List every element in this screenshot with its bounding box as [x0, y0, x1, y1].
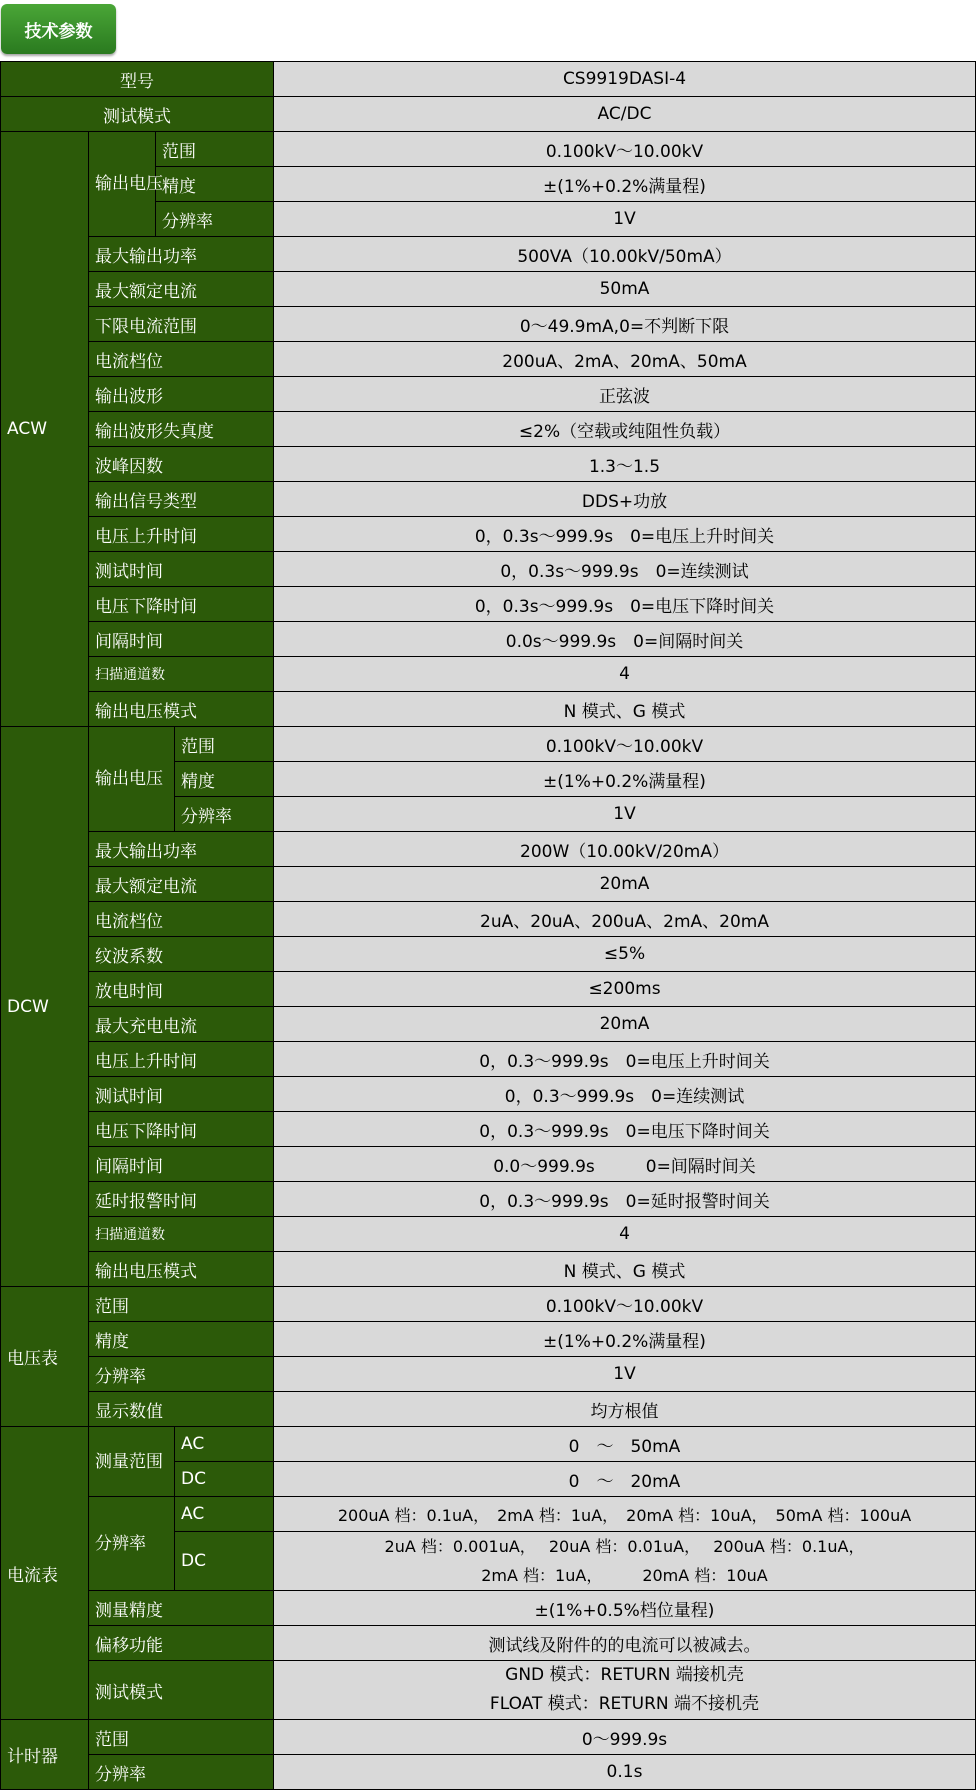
dcw-discharge-value: ≤200ms	[274, 972, 976, 1007]
acw-fall-time-label: 电压下降时间	[89, 587, 274, 622]
ammeter-accuracy-label: 测量精度	[89, 1591, 274, 1626]
acw-voltage-mode-value: N 模式、G 模式	[274, 692, 976, 727]
ammeter-group-label: 电流表	[1, 1427, 89, 1720]
table-row	[1, 517, 976, 552]
ammeter-test-mode-value	[274, 1661, 976, 1720]
acw-resolution-label: 分辨率	[156, 202, 274, 237]
ammeter-offset-value: 测试线及附件的的电流可以被减去。	[274, 1626, 976, 1661]
dcw-alarm-delay-value: 0，0.3～999.9s 0=延时报警时间关	[274, 1182, 976, 1217]
table-row	[1, 1755, 976, 1790]
ammeter-measure-range-label: 测量范围	[89, 1427, 175, 1497]
ammeter-ac-resolution-value: 200uA 档：0.1uA， 2mA 档：1uA， 20mA 档：10uA， 50mA 档：100uA	[274, 1497, 976, 1532]
table-row	[1, 692, 976, 727]
acw-range-label: 范围	[156, 132, 274, 167]
dcw-accuracy-label: 精度	[175, 762, 274, 797]
dcw-voltage-mode-label: 输出电压模式	[89, 1252, 274, 1287]
voltmeter-display-value: 均方根值	[274, 1392, 976, 1427]
model-value: CS9919DASI-4	[274, 62, 976, 97]
table-row	[1, 342, 976, 377]
ammeter-res-dc-label: DC	[175, 1532, 274, 1591]
table-row	[1, 1661, 976, 1720]
voltmeter-range-value: 0.100kV～10.00kV	[274, 1287, 976, 1322]
dcw-test-time-label: 测试时间	[89, 1077, 274, 1112]
voltmeter-accuracy-value: ±(1%+0.2%满量程)	[274, 1322, 976, 1357]
table-row	[1, 937, 976, 972]
table-row	[1, 552, 976, 587]
table-row	[1, 1287, 976, 1322]
acw-group-label: ACW	[1, 132, 89, 727]
dcw-charge-current-label: 最大充电电流	[89, 1007, 274, 1042]
acw-range-value: 0.100kV～10.00kV	[274, 132, 976, 167]
table-row	[1, 1720, 976, 1755]
dcw-rise-time-value: 0，0.3～999.9s 0=电压上升时间关	[274, 1042, 976, 1077]
acw-max-current-value: 50mA	[274, 272, 976, 307]
dcw-group-label: DCW	[1, 727, 89, 1287]
ammeter-offset-label: 偏移功能	[89, 1626, 274, 1661]
ammeter-test-mode-line2: FLOAT 模式：RETURN 端不接机壳	[489, 1694, 760, 1714]
table-row	[1, 1591, 976, 1626]
ammeter-test-mode-label: 测试模式	[89, 1661, 274, 1720]
dcw-ripple-label: 纹波系数	[89, 937, 274, 972]
acw-max-power-label: 最大输出功率	[89, 237, 274, 272]
dcw-current-range-label: 电流档位	[89, 902, 274, 937]
ammeter-dc-range-value: 0 ～ 20mA	[274, 1462, 976, 1497]
timer-resolution-value: 0.1s	[274, 1755, 976, 1790]
table-row	[1, 902, 976, 937]
dcw-voltage-mode-value: N 模式、G 模式	[274, 1252, 976, 1287]
table-row	[1, 727, 976, 762]
dcw-charge-current-value: 20mA	[274, 1007, 976, 1042]
acw-waveform-label: 输出波形	[89, 377, 274, 412]
acw-interval-label: 间隔时间	[89, 622, 274, 657]
voltmeter-resolution-label: 分辨率	[89, 1357, 274, 1392]
table-row	[1, 1427, 976, 1462]
ammeter-ac-label: AC	[175, 1427, 274, 1462]
dcw-max-power-label: 最大输出功率	[89, 832, 274, 867]
test-mode-value: AC/DC	[274, 97, 976, 132]
dcw-interval-value: 0.0～999.9s 0=间隔时间关	[274, 1147, 976, 1182]
table-row	[1, 377, 976, 412]
timer-range-label: 范围	[89, 1720, 274, 1755]
acw-test-time-value: 0，0.3s～999.9s 0=连续测试	[274, 552, 976, 587]
acw-accuracy-value: ±(1%+0.2%满量程)	[274, 167, 976, 202]
table-row	[1, 1217, 976, 1252]
table-row	[1, 237, 976, 272]
acw-fall-time-value: 0，0.3s～999.9s 0=电压下降时间关	[274, 587, 976, 622]
table-row	[1, 1357, 976, 1392]
dcw-fall-time-value: 0，0.3～999.9s 0=电压下降时间关	[274, 1112, 976, 1147]
voltmeter-group-label: 电压表	[1, 1287, 89, 1427]
dcw-resolution-label: 分辨率	[175, 797, 274, 832]
acw-lower-limit-label: 下限电流范围	[89, 307, 274, 342]
table-row	[1, 272, 976, 307]
dcw-resolution-value: 1V	[274, 797, 976, 832]
acw-distortion-value: ≤2%（空载或纯阻性负载）	[274, 412, 976, 447]
dcw-max-current-label: 最大额定电流	[89, 867, 274, 902]
table-row	[1, 307, 976, 342]
ammeter-dc-resolution-line2: 2mA 档：1uA， 20mA 档：10uA	[481, 1566, 960, 1585]
dcw-alarm-delay-label: 延时报警时间	[89, 1182, 274, 1217]
dcw-accuracy-value: ±(1%+0.2%满量程)	[274, 762, 976, 797]
dcw-range-label: 范围	[175, 727, 274, 762]
acw-lower-limit-value: 0～49.9mA,0=不判断下限	[274, 307, 976, 342]
voltmeter-resolution-value: 1V	[274, 1357, 976, 1392]
acw-waveform-value: 正弦波	[274, 377, 976, 412]
test-mode-label: 测试模式	[1, 97, 274, 132]
dcw-output-voltage-label: 输出电压	[89, 727, 175, 832]
acw-interval-value: 0.0s～999.9s 0=间隔时间关	[274, 622, 976, 657]
timer-resolution-label: 分辨率	[89, 1755, 274, 1790]
dcw-range-value: 0.100kV～10.00kV	[274, 727, 976, 762]
ammeter-dc-label: DC	[175, 1462, 274, 1497]
acw-rise-time-label: 电压上升时间	[89, 517, 274, 552]
acw-crest-value: 1.3～1.5	[274, 447, 976, 482]
table-row	[1, 1077, 976, 1112]
table-row	[1, 447, 976, 482]
voltmeter-range-label: 范围	[89, 1287, 274, 1322]
dcw-max-power-value: 200W（10.00kV/20mA）	[274, 832, 976, 867]
dcw-test-time-value: 0，0.3～999.9s 0=连续测试	[274, 1077, 976, 1112]
ammeter-dc-resolution-value	[274, 1532, 976, 1591]
dcw-rise-time-label: 电压上升时间	[89, 1042, 274, 1077]
acw-resolution-value: 1V	[274, 202, 976, 237]
dcw-channels-label: 扫描通道数	[89, 1217, 274, 1252]
table-row	[1, 412, 976, 447]
ammeter-resolution-label: 分辨率	[89, 1497, 175, 1591]
table-row	[1, 1147, 976, 1182]
dcw-channels-value: 4	[274, 1217, 976, 1252]
acw-signal-type-value: DDS+功放	[274, 482, 976, 517]
acw-output-voltage-label: 输出电压	[89, 132, 156, 237]
dcw-fall-time-label: 电压下降时间	[89, 1112, 274, 1147]
section-title-button[interactable]: 技术参数	[1, 4, 116, 54]
dcw-max-current-value: 20mA	[274, 867, 976, 902]
table-row	[1, 587, 976, 622]
table-row	[1, 867, 976, 902]
spec-table	[0, 61, 976, 1790]
dcw-interval-label: 间隔时间	[89, 1147, 274, 1182]
table-row	[1, 1112, 976, 1147]
voltmeter-accuracy-label: 精度	[89, 1322, 274, 1357]
table-row	[1, 1497, 976, 1532]
table-row	[1, 1626, 976, 1661]
acw-max-power-value: 500VA（10.00kV/50mA）	[274, 237, 976, 272]
table-row	[1, 622, 976, 657]
timer-range-value: 0～999.9s	[274, 1720, 976, 1755]
ammeter-ac-range-value: 0 ～ 50mA	[274, 1427, 976, 1462]
voltmeter-display-label: 显示数值	[89, 1392, 274, 1427]
acw-channels-label: 扫描通道数	[89, 657, 274, 692]
dcw-ripple-value: ≤5%	[274, 937, 976, 972]
table-row	[1, 482, 976, 517]
dcw-discharge-label: 放电时间	[89, 972, 274, 1007]
table-row	[1, 1252, 976, 1287]
table-row	[1, 1322, 976, 1357]
model-label: 型号	[1, 62, 274, 97]
acw-max-current-label: 最大额定电流	[89, 272, 274, 307]
acw-accuracy-label: 精度	[156, 167, 274, 202]
table-row	[1, 62, 976, 97]
table-row	[1, 972, 976, 1007]
ammeter-dc-resolution-line1: 2uA 档：0.001uA， 20uA 档：0.01uA， 200uA 档：0.1uA，	[384, 1537, 865, 1556]
dcw-current-range-value: 2uA、20uA、200uA、2mA、20mA	[274, 902, 976, 937]
table-row	[1, 1392, 976, 1427]
acw-current-range-label: 电流档位	[89, 342, 274, 377]
table-row	[1, 1042, 976, 1077]
acw-test-time-label: 测试时间	[89, 552, 274, 587]
acw-rise-time-value: 0，0.3s～999.9s 0=电压上升时间关	[274, 517, 976, 552]
ammeter-test-mode-line1: GND 模式：RETURN 端接机壳	[505, 1665, 744, 1685]
ammeter-res-ac-label: AC	[175, 1497, 274, 1532]
table-row	[1, 1182, 976, 1217]
table-row	[1, 657, 976, 692]
table-row	[1, 1007, 976, 1042]
acw-crest-label: 波峰因数	[89, 447, 274, 482]
acw-current-range-value: 200uA、2mA、20mA、50mA	[274, 342, 976, 377]
timer-group-label: 计时器	[1, 1720, 89, 1790]
table-row	[1, 97, 976, 132]
acw-signal-type-label: 输出信号类型	[89, 482, 274, 517]
acw-distortion-label: 输出波形失真度	[89, 412, 274, 447]
acw-voltage-mode-label: 输出电压模式	[89, 692, 274, 727]
table-row	[1, 832, 976, 867]
acw-channels-value: 4	[274, 657, 976, 692]
table-row	[1, 132, 976, 167]
ammeter-accuracy-value: ±(1%+0.5%档位量程)	[274, 1591, 976, 1626]
